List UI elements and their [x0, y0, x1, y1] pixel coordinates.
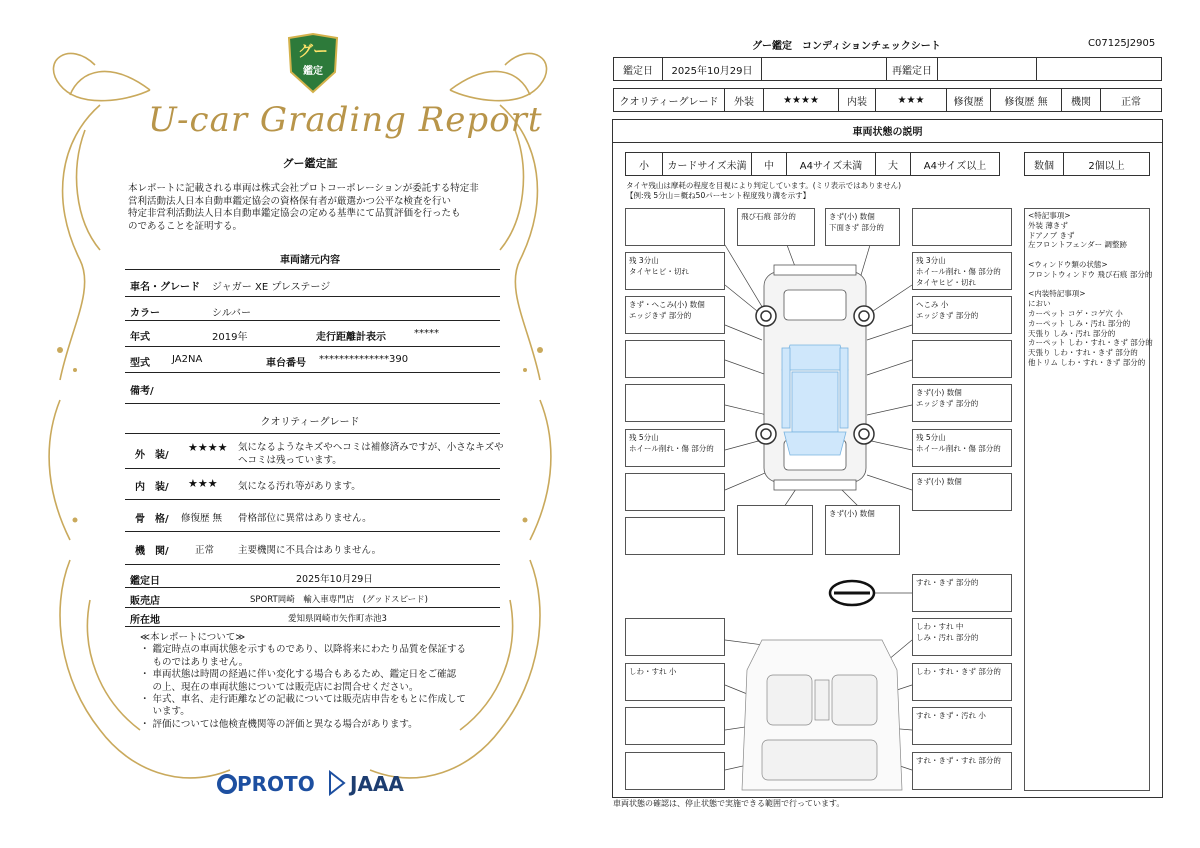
- note-right-tire-front: 残 3分山 ホイール削れ・傷 部分的 タイヤヒビ・切れ: [912, 252, 1012, 290]
- note-right-front: へこみ 小 エッジきず 部分的: [912, 296, 1012, 334]
- note-left-mid2: [625, 384, 725, 422]
- report-script-title: U-car Grading Report: [148, 100, 543, 140]
- note-seat-right1: しわ・すれ 中 しみ・汚れ 部分的: [912, 618, 1012, 656]
- date-blank-cell: [761, 57, 887, 81]
- size-m-desc: A4サイズ未満: [786, 152, 876, 176]
- note-left-bottom: [625, 517, 725, 555]
- frame-desc: 骨格部位に異常はありません。: [238, 513, 372, 524]
- tire-note-2: 【例:残 5分山＝概ね50パーセント程度残り溝を示す】: [626, 191, 811, 200]
- year-value: 2019年: [212, 332, 248, 343]
- redate-value-cell: [937, 57, 1037, 81]
- redate-blank-cell: [1036, 57, 1162, 81]
- engine-desc: 主要機関に不具合はありません。: [238, 545, 382, 556]
- intro-text: 本レポートに記載される車両は株式会社プロトコーポレーションが委託する特定非 営利活動法人日本自動車鑑定協会の資格保有者が厳選かつ公平な検査を行い 特定非営利活動法人日本自動車鑑定協会の定める基準にて品質評価を行ったも のであることを証明する。: [128, 183, 479, 232]
- note-interior-left1: [625, 618, 725, 656]
- note-top-mid: 飛び石痕 部分的: [737, 208, 815, 246]
- size-s: 小: [625, 152, 663, 176]
- note-left-mid1: [625, 340, 725, 378]
- badge-sub: 鑑定: [303, 66, 323, 77]
- model-value: JA2NA: [172, 354, 203, 365]
- ext-label-cell: 外装: [724, 88, 764, 112]
- mileage-label: 走行距離計表示: [316, 332, 386, 343]
- interior-stars: ★★★: [188, 477, 218, 490]
- int-label-cell: 内装: [838, 88, 876, 112]
- exterior-desc: 気になるようなキズやヘコミは補修済みですが、小さなキズや ヘコミは残っています。: [238, 442, 504, 466]
- note-steering: すれ・きず 部分的: [912, 574, 1012, 612]
- repair-label-cell: 修復歴: [946, 88, 991, 112]
- note-top-right: きず(小) 数個 下面きず 部分的: [825, 208, 900, 246]
- note-left-tire-rear: 残 5分山 ホイール削れ・傷 部分的: [625, 429, 725, 467]
- date-value-cell: 2025年10月29日: [662, 57, 762, 81]
- certificate-title: グー鑑定証: [282, 157, 338, 170]
- grade-label-cell: クオリティーグレード: [613, 88, 725, 112]
- interior-desc: 気になる汚れ等があります。: [238, 481, 361, 492]
- note-left-rear: [625, 473, 725, 511]
- note-seat-left: しわ・すれ 小: [625, 663, 725, 701]
- note-bottom-left-mid: [737, 505, 813, 555]
- sheet-footer: 車両状態の確認は、停止状態で実施できる範囲で行っています。: [613, 799, 845, 808]
- address-label: 所在地: [130, 615, 160, 626]
- note-seat-right2: しわ・すれ・きず 部分的: [912, 663, 1012, 701]
- steering-wheel-icon: [830, 581, 874, 605]
- spec-heading: 車両諸元内容: [280, 255, 340, 266]
- note-interior-left3: [625, 752, 725, 790]
- mileage-value: *****: [414, 328, 439, 339]
- tire-note-1: タイヤ残山は摩耗の程度を目視により判定しています。(ミリ表示ではありません): [626, 181, 902, 190]
- sheet-title: グー鑑定 コンディションチェックシート: [752, 41, 941, 52]
- note-left-front: きず・へこみ(小) 数個 エッジきず 部分的: [625, 296, 725, 334]
- size-l-desc: A4サイズ以上: [910, 152, 1000, 176]
- count-desc: 2個以上: [1063, 152, 1150, 176]
- date-label-cell: 鑑定日: [613, 57, 663, 81]
- state-heading: 車両状態の説明: [612, 119, 1163, 143]
- note-left-tire-front: 残 3分山 タイヤヒビ・切れ: [625, 252, 725, 290]
- remarks-label: 備考/: [130, 386, 154, 397]
- exterior-label: 外 装/: [135, 450, 169, 461]
- model-label: 型式: [130, 358, 150, 369]
- size-l: 大: [875, 152, 911, 176]
- goo-badge: [285, 32, 341, 94]
- chassis-value: **************390: [319, 354, 409, 365]
- note-right-top: [912, 208, 1012, 246]
- redate-label-cell: 再鑑定日: [886, 57, 938, 81]
- engine-label-cell: 機関: [1061, 88, 1101, 112]
- interior-label: 内 装/: [135, 482, 169, 493]
- interior-diagram: [742, 640, 902, 790]
- note-seat-right4: すれ・きず・すれ 部分的: [912, 752, 1012, 790]
- note-left-top: [625, 208, 725, 246]
- note-seat-right3: すれ・きず・汚れ 小: [912, 707, 1012, 745]
- note-interior-left2: [625, 707, 725, 745]
- notice-block: ≪本レポートについて≫ ・ 鑑定時点の車両状態を示すものであり、以降将来にわたり品質を保証する ものではありません。 ・ 車両状態は時間の経過に伴い変化する場合もあるため、鑑定日をご確認 の上、現在の車両状態については販売店にお問合せください。 ・ 年式、車名、走行距離などの記載については販売店申告をもとに作成して います。 ・ 評価については他検査機関等の評価と異なる場合があります。: [140, 632, 467, 730]
- note-right-mid1: [912, 340, 1012, 378]
- int-value-cell: ★★★: [875, 88, 947, 112]
- sheet-code: C07125J2905: [1088, 38, 1156, 49]
- exterior-stars: ★★★★: [188, 441, 228, 454]
- note-right-mid: きず(小) 数個 エッジきず 部分的: [912, 384, 1012, 422]
- note-right-rear: きず(小) 数個: [912, 473, 1012, 511]
- badge-main: グー: [297, 42, 328, 60]
- repair-value-cell: 修復歴 無: [990, 88, 1062, 112]
- frame-value: 修復歴 無: [181, 513, 223, 524]
- engine-label: 機 関/: [135, 546, 169, 557]
- engine-value-cell: 正常: [1100, 88, 1162, 112]
- size-m: 中: [751, 152, 787, 176]
- frame-label: 骨 格/: [135, 514, 169, 525]
- special-notes: <特記事項> 外装 薄きず ドアノブ きず 左フロントフェンダー 調整跡 <ウィンドウ類の状態> フロントウィンドウ 飛び石痕 部分的 <内装特記事項> におい カーペット コゲ・コゲ穴 小 カーペット しみ・汚れ 部分的 天張り しみ・汚れ 部分的 カーペット しわ・すれ・きず 部分的 天張り しわ・すれ・きず 部分的 他トリム しわ・すれ・きず 部分的: [1024, 208, 1150, 791]
- count-label: 数個: [1024, 152, 1064, 176]
- shop-value: SPORT岡崎 輸入車専門店 (グッドスピード): [250, 595, 428, 605]
- jaaa-mark-icon: [328, 770, 346, 796]
- color-value: シルバー: [212, 308, 252, 319]
- engine-value: 正常: [195, 545, 215, 556]
- ext-value-cell: ★★★★: [763, 88, 839, 112]
- year-label: 年式: [130, 332, 150, 343]
- note-rear-mid: きず(小) 数個: [825, 505, 900, 555]
- address-value: 愛知県岡崎市矢作町赤池3: [288, 614, 387, 624]
- note-right-tire-rear: 残 5分山 ホイール削れ・傷 部分的: [912, 429, 1012, 467]
- shop-label: 販売店: [130, 596, 160, 607]
- proto-mark-icon: [217, 772, 237, 796]
- size-s-desc: カードサイズ未満: [662, 152, 752, 176]
- date-label: 鑑定日: [130, 576, 160, 587]
- chassis-label: 車台番号: [266, 358, 306, 369]
- name-value: ジャガー XE プレステージ: [212, 282, 331, 293]
- color-label: カラー: [130, 308, 160, 319]
- name-label: 車名・グレード: [130, 282, 200, 293]
- quality-heading: クオリティーグレード: [260, 417, 360, 428]
- date-value: 2025年10月29日: [296, 574, 373, 585]
